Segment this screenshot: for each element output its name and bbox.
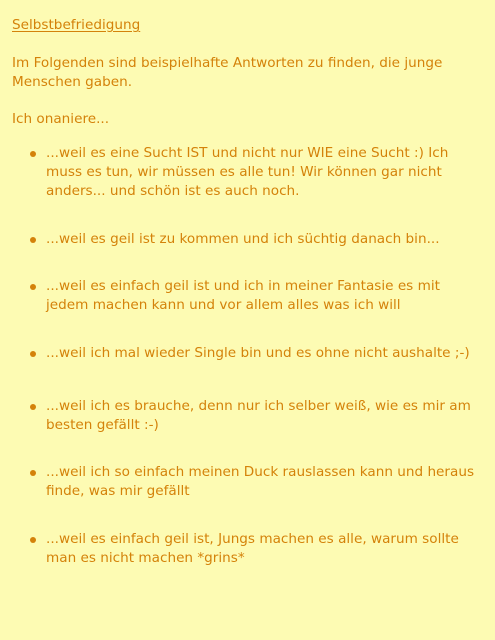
list-item [30, 344, 485, 363]
list-item-text: ...weil ich so einfach meinen Duck rauslassen kann und heraus finde, was mir gefällt [46, 464, 475, 499]
list-item-text: ...weil es einfach geil ist und ich in meiner Fantasie es mit jedem machen kann und vor allem alles was ich will [46, 278, 440, 313]
list-item [30, 230, 485, 249]
page-heading: Selbstbefriedigung [12, 17, 141, 33]
bullet-icon [30, 237, 36, 243]
bullet-icon [30, 470, 36, 476]
list-item-text: ...weil ich mal wieder Single bin und es ohne nicht aushalte ;-) [46, 345, 470, 361]
list-item-text: ...weil es geil ist zu kommen und ich süchtig danach bin... [46, 231, 440, 247]
list-item [30, 463, 485, 501]
list-item [30, 277, 485, 315]
list-item [30, 144, 485, 201]
lead-line: Ich onaniere... [12, 111, 110, 127]
list-item-text: ...weil es einfach geil ist, Jungs machen es alle, warum sollte man es nicht machen *grins* [46, 531, 459, 566]
intro-paragraph: Im Folgenden sind beispielhafte Antworten zu finden, die junge Menschen gaben. [12, 55, 443, 90]
list-item-text: ...weil ich es brauche, denn nur ich selber weiß, wie es mir am besten gefällt :-) [46, 398, 471, 433]
list-item [30, 530, 485, 568]
list-item-text: ...weil es eine Sucht IST und nicht nur WIE eine Sucht :) Ich muss es tun, wir müssen es alle tun! Wir können gar nicht anders... und schön ist es auch noch. [46, 145, 449, 199]
bullet-icon [30, 351, 36, 357]
bullet-icon [30, 537, 36, 543]
bullet-icon [30, 151, 36, 157]
list-item [30, 397, 485, 435]
bullet-icon [30, 284, 36, 290]
bullet-icon [30, 404, 36, 410]
